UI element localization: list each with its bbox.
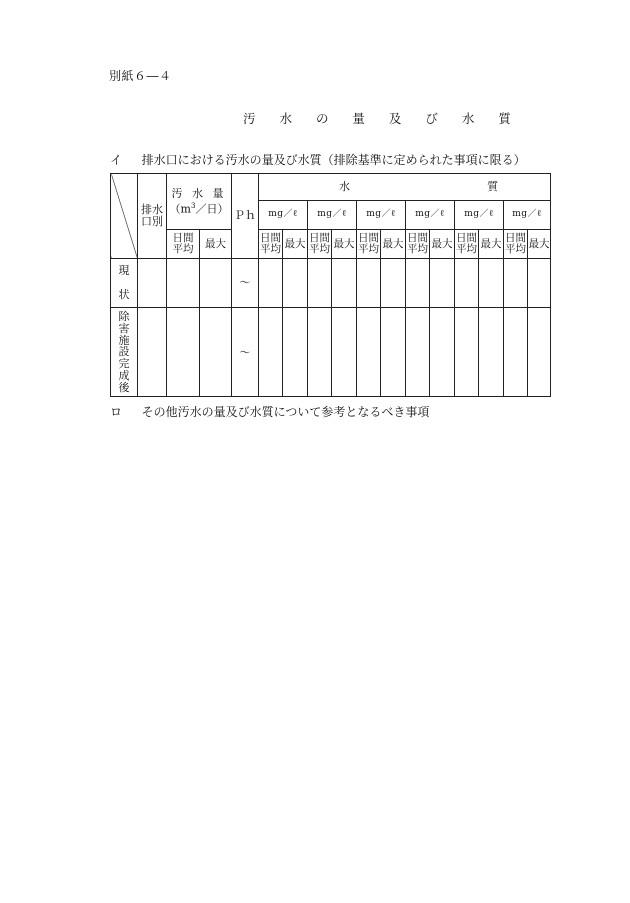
data-cell [259,308,283,397]
sub-maximum: 最大 [430,230,455,259]
section-b-marker: ロ [110,405,123,419]
data-cell [283,259,308,308]
data-cell [381,259,406,308]
header-volume-unit: （$m^3/$日） [169,202,229,216]
unit-cell: mg／ℓ [357,201,406,230]
data-cell [430,259,455,308]
sub-maximum: 最大 [381,230,406,259]
sub-daily-average: 日間平均 [504,230,528,259]
unit-cell: mg／ℓ [406,201,455,230]
header-quality-left: 水 [339,180,350,194]
sub-maximum: 最大 [200,230,232,259]
data-cell [528,308,551,397]
data-cell [406,308,430,397]
data-cell [332,308,357,397]
header-volume [167,174,232,230]
unit-cell: mg／ℓ [308,201,357,230]
document-title: 汚 水 の 量 及 び 水 質 [243,111,521,126]
corner-diagonal-cell [111,174,138,259]
ph-range-cell: ～ [232,259,259,308]
form-number: 別紙６―４ [109,69,172,83]
header-ph: Ｐｈ [232,174,259,259]
sub-daily-average: 日間平均 [455,230,479,259]
data-cell [528,259,551,308]
data-cell [357,308,381,397]
section-b-heading [110,403,429,420]
water-quality-table [110,173,551,397]
row-label-after-facility: 除害施設完成後 [111,308,138,397]
unit-cell: mg／ℓ [259,201,308,230]
section-b-text: その他汚水の量及び水質について参考となるべき事項 [141,405,430,419]
data-cell [381,308,406,397]
section-a-heading [110,151,526,168]
data-cell [332,259,357,308]
sub-maximum: 最大 [332,230,357,259]
data-cell [479,308,504,397]
row-label-current: 現状 [111,259,138,308]
data-cell [200,308,232,397]
data-cell [455,259,479,308]
sub-daily-average: 日間平均 [406,230,430,259]
data-cell [357,259,381,308]
data-cell [259,259,283,308]
sub-maximum: 最大 [479,230,504,259]
unit-cell: mg／ℓ [455,201,504,230]
data-cell [430,308,455,397]
data-cell [455,308,479,397]
data-cell [138,308,167,397]
ph-range-cell: ～ [232,308,259,397]
data-cell [283,308,308,397]
sub-maximum: 最大 [283,230,308,259]
sub-daily-average: 日間平均 [308,230,332,259]
sub-maximum: 最大 [528,230,551,259]
data-cell [167,259,200,308]
data-cell [479,259,504,308]
data-cell [167,308,200,397]
data-cell [504,308,528,397]
header-quality [259,174,551,201]
sub-daily-average: 日間平均 [167,230,200,259]
data-cell [406,259,430,308]
data-cell [138,259,167,308]
unit-cell: mg／ℓ [504,201,551,230]
section-a-text: 排水口における汚水の量及び水質（排除基準に定められた事項に限る） [141,153,526,167]
data-cell [504,259,528,308]
header-volume-label: 汚 水 量 [171,186,227,200]
section-a-marker: イ [110,153,123,167]
header-outlet: 排水口別 [138,174,167,259]
data-cell [308,308,332,397]
header-quality-right: 質 [487,180,499,194]
sub-daily-average: 日間平均 [259,230,283,259]
sub-daily-average: 日間平均 [357,230,381,259]
data-cell [200,259,232,308]
data-cell [308,259,332,308]
